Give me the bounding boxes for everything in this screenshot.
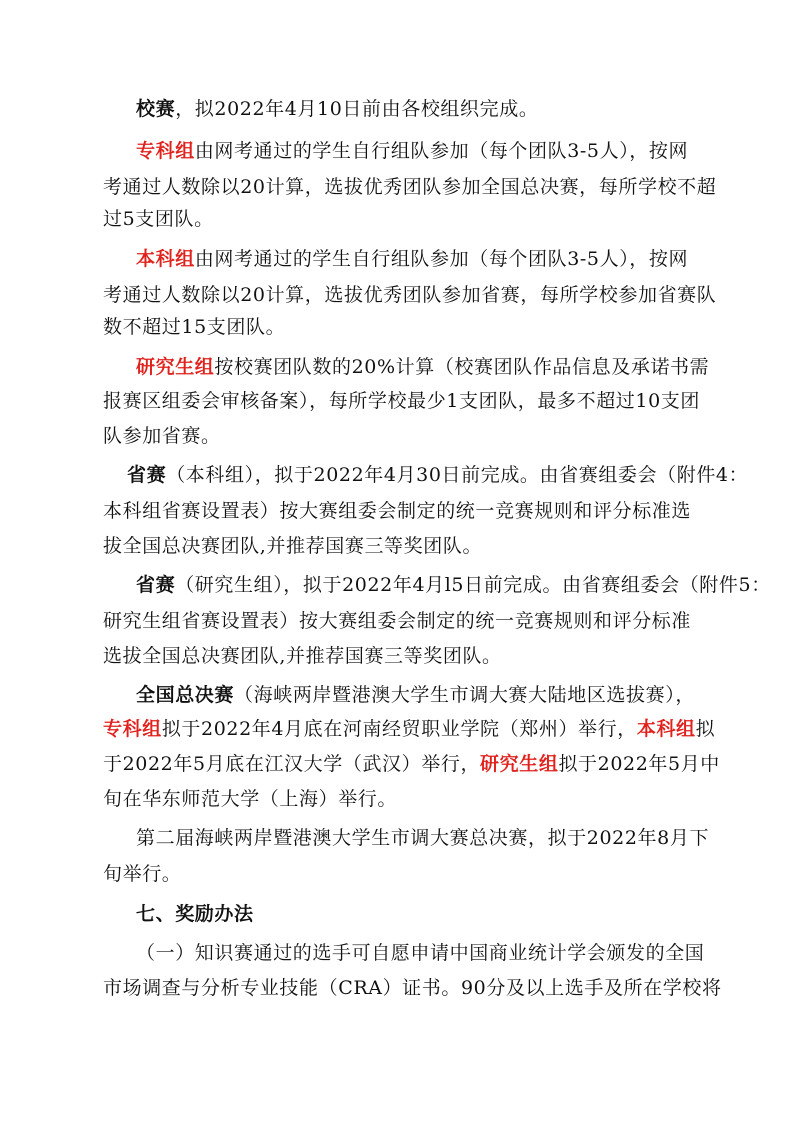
provincial-undergrad-line-1 xyxy=(127,463,748,487)
undergraduate-line-3: 数不超过15支团队。 xyxy=(103,316,286,338)
provincial-grad-line-2: 研究生组省赛设置表）按大赛组委会制定的统一竞赛规则和评分标准 xyxy=(103,610,692,632)
provincial-grad-line-3: 选拔全国总决赛团队,并推荐国赛三等奖团队。 xyxy=(103,645,502,667)
junior-college-line-1 xyxy=(136,139,688,163)
national-final-text-1: （海峡两岸暨港澳大学生市调大赛大陆地区选拔赛）， xyxy=(234,684,695,706)
undergraduate-text-1: 由网考通过的学生自行组队参加（每个团队3-5人），按网 xyxy=(194,248,689,270)
graduate-line-3: 队参加省赛。 xyxy=(103,425,221,447)
cross-strait-line-2: 旬举行。 xyxy=(103,863,182,885)
school-round-label: 校赛 xyxy=(136,98,176,120)
junior-college-line-3: 过5支团队。 xyxy=(103,208,214,230)
graduate-line-1 xyxy=(136,355,709,379)
section-heading: 七、奖励办法 xyxy=(136,903,254,925)
national-final-junior-label: 专科组 xyxy=(103,718,162,740)
graduate-label: 研究生组 xyxy=(136,356,215,378)
national-final-line-1 xyxy=(136,683,695,707)
junior-college-label: 专科组 xyxy=(136,140,195,162)
school-round-text: ，拟2022年4月10日前由各校组织完成。 xyxy=(175,98,539,120)
provincial-undergrad-line-2: 本科组省赛设置表）按大赛组委会制定的统一竞赛规则和评分标准选 xyxy=(103,500,692,522)
undergraduate-label: 本科组 xyxy=(136,248,195,270)
provincial-grad-label: 省赛 xyxy=(136,574,176,596)
graduate-text-1: 按校赛团队数的20%计算（校赛团队作品信息及承诺书需 xyxy=(214,356,710,378)
national-final-grad-text: 拟于2022年5月中 xyxy=(558,753,720,775)
national-final-line-2 xyxy=(103,717,715,741)
provincial-undergrad-label: 省赛 xyxy=(127,464,167,486)
graduate-line-2: 报赛区组委会审核备案），每所学校最少1支团队，最多不超过10支团 xyxy=(103,390,700,412)
junior-college-text-1: 由网考通过的学生自行组队参加（每个团队3-5人），按网 xyxy=(194,140,689,162)
junior-college-line-2: 考通过人数除以20计算，选拔优秀团队参加全国总决赛，每所学校不超 xyxy=(103,176,717,198)
award-item-1-line-2: 市场调查与分析专业技能（CRA）证书。90分及以上选手及所在学校将 xyxy=(103,977,722,999)
national-final-undergrad-text: 拟 xyxy=(695,718,716,740)
provincial-grad-line-1 xyxy=(136,573,771,597)
school-round-paragraph xyxy=(136,97,538,121)
national-final-label: 全国总决赛 xyxy=(136,684,235,706)
national-final-junior-text: 拟于2022年4月底在河南经贸职业学院（郑州）举行， xyxy=(161,718,637,740)
provincial-undergrad-line-3: 拔全国总决赛团队,并推荐国赛三等奖团队。 xyxy=(103,535,483,557)
national-final-line-3 xyxy=(103,752,720,776)
national-final-line-4: 旬在华东师范大学（上海）举行。 xyxy=(103,788,398,810)
award-item-1-line-1: （一）知识赛通过的选手可自愿申请中国商业统计学会颁发的全国 xyxy=(136,942,705,964)
undergraduate-line-2: 考通过人数除以20计算，选拔优秀团队参加省赛，每所学校参加省赛队 xyxy=(103,284,717,306)
provincial-grad-text-1: （研究生组），拟于2022年4月l5日前完成。由省赛组委会（附件5： xyxy=(175,574,771,596)
provincial-undergrad-text-1: （本科组），拟于2022年4月30日前完成。由省赛组委会（附件4： xyxy=(166,464,749,486)
national-final-line-3-text: 于2022年5月底在江汉大学（武汉）举行， xyxy=(103,753,481,775)
national-final-undergrad-label: 本科组 xyxy=(636,718,696,740)
undergraduate-line-1 xyxy=(136,247,688,271)
cross-strait-line-1: 第二届海峡两岸暨港澳大学生市调大赛总决赛，拟于2022年8月下 xyxy=(136,827,710,849)
national-final-grad-label: 研究生组 xyxy=(480,753,559,775)
